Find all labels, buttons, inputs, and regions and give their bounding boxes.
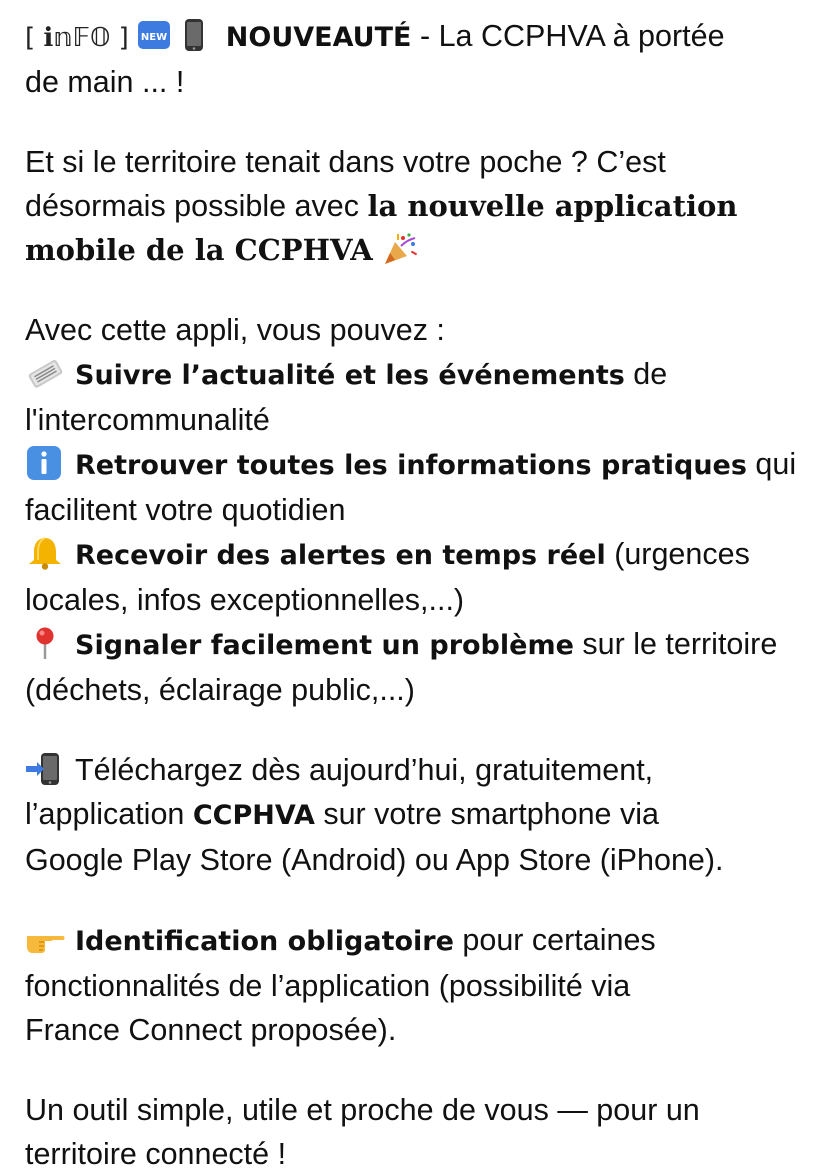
list-item-bold: Retrouver toutes les informations pratiques bbox=[75, 450, 747, 481]
closing-line-2: territoire connecté ! bbox=[25, 1137, 287, 1171]
download-line-3: Google Play Store (Android) ou App Store (iPhone). bbox=[25, 843, 724, 877]
svg-text:NEW: NEW bbox=[141, 32, 168, 43]
pin-icon bbox=[25, 626, 65, 660]
phone-arrow-icon bbox=[25, 752, 65, 786]
pointing-hand-icon bbox=[25, 922, 65, 956]
list-heading: Avec cette appli, vous pouvez : bbox=[25, 313, 445, 347]
party-popper-icon bbox=[381, 232, 421, 266]
info-tag: [ ℹ𝕟𝔽𝕆 ] bbox=[25, 23, 129, 53]
identification-rest: pour certaines bbox=[453, 923, 656, 957]
list-item-bold: Recevoir des alertes en temps réel bbox=[75, 540, 606, 571]
closing-line-1: Un outil simple, utile et proche de vous — pour un bbox=[25, 1093, 700, 1127]
intro-line-3 bbox=[25, 228, 808, 272]
list-item-cont: l'intercommunalité bbox=[25, 403, 270, 437]
intro-line-1: Et si le territoire tenait dans votre poche ? C’est bbox=[25, 145, 666, 179]
headline-line bbox=[25, 14, 808, 60]
identification-line-3: France Connect proposée). bbox=[25, 1013, 397, 1047]
identification-line-1 bbox=[25, 918, 808, 964]
list-item-bold: Signaler facilement un problème bbox=[75, 630, 574, 661]
list-item-rest: de bbox=[624, 357, 668, 391]
list-item-rest: qui bbox=[746, 447, 797, 481]
download-line-1 bbox=[25, 748, 808, 792]
list-item bbox=[25, 622, 808, 668]
download-pre: l’application bbox=[25, 797, 193, 831]
headline-bold: NOUVEAUTÉ bbox=[225, 22, 412, 53]
intro-bold-2: mobile de la CCPHVA bbox=[25, 233, 373, 267]
headline-rest: - La CCPHVA à portée bbox=[411, 19, 725, 53]
list-item bbox=[25, 532, 808, 578]
mobile-phone-icon bbox=[177, 18, 211, 52]
download-text-1: Téléchargez dès aujourd’hui, gratuitement, bbox=[75, 753, 654, 787]
list-item-rest: (urgences bbox=[605, 537, 750, 571]
download-line-2 bbox=[25, 792, 808, 838]
intro-bold: la nouvelle application bbox=[367, 189, 738, 223]
list-item bbox=[25, 352, 808, 398]
info-icon bbox=[25, 446, 65, 480]
list-item-cont: (déchets, éclairage public,...) bbox=[25, 673, 415, 707]
new-badge-icon bbox=[137, 18, 171, 52]
list-item-rest: sur le territoire bbox=[573, 627, 778, 661]
list-item-bold: Suivre l’actualité et les événements bbox=[75, 360, 625, 391]
download-app-name: CCPHVA bbox=[192, 800, 315, 831]
intro-plain: désormais possible avec bbox=[25, 189, 368, 223]
identification-bold: Identification obligatoire bbox=[75, 926, 454, 957]
intro-line-2 bbox=[25, 184, 808, 228]
bell-icon bbox=[25, 536, 65, 570]
headline-line-2: de main ... ! bbox=[25, 65, 185, 99]
identification-line-2: fonctionnalités de l’application (possibilité via bbox=[25, 969, 631, 1003]
download-post: sur votre smartphone via bbox=[314, 797, 659, 831]
list-item-cont: locales, infos exceptionnelles,...) bbox=[25, 583, 465, 617]
list-item-cont: facilitent votre quotidien bbox=[25, 493, 346, 527]
newspaper-icon bbox=[25, 356, 65, 390]
list-item bbox=[25, 442, 808, 488]
